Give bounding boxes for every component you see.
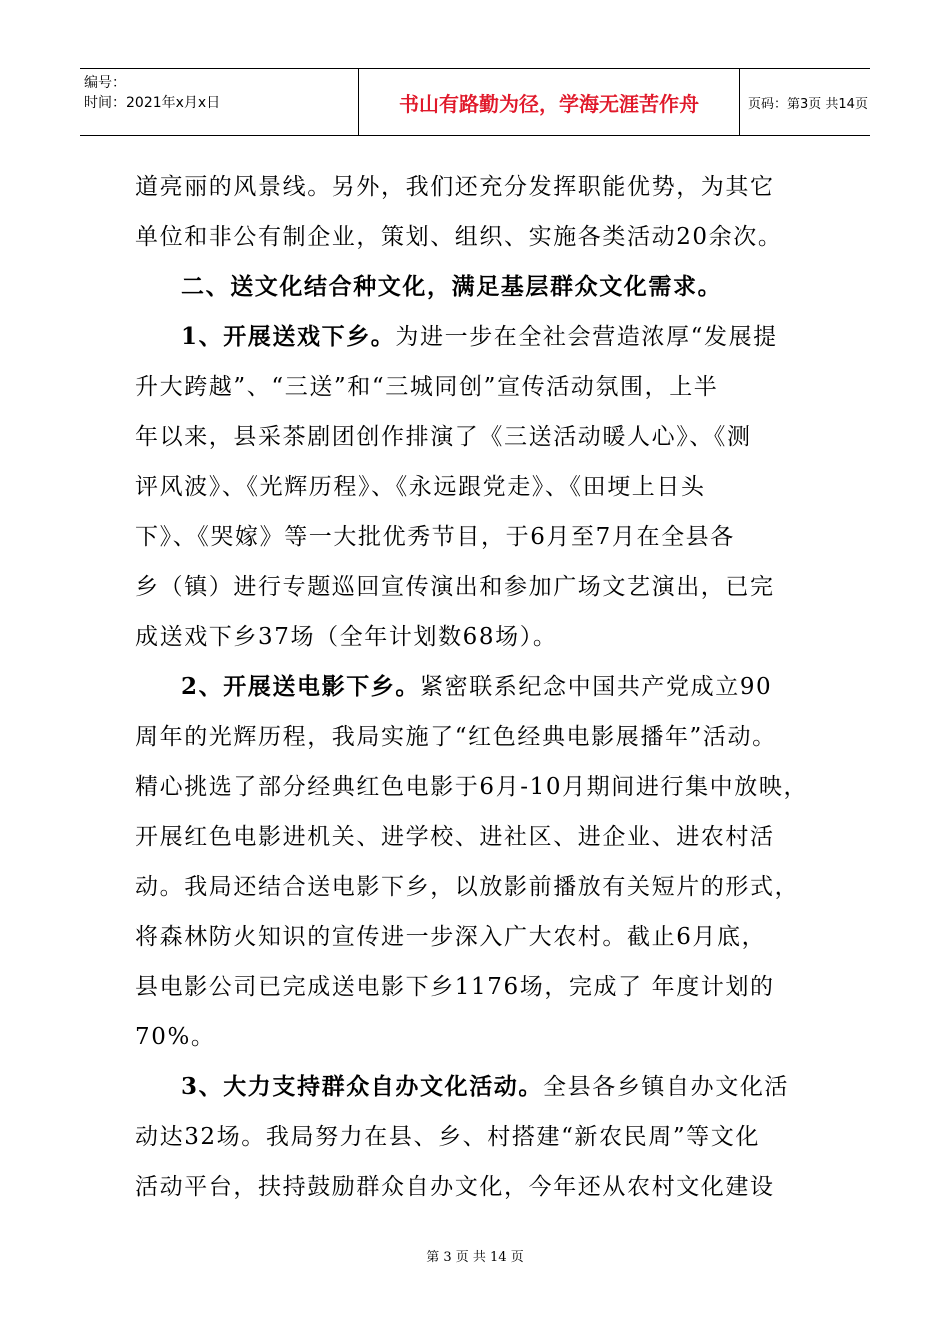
header-page-info: 页码：第3页 共14页 [748,97,868,112]
text-line: 县电影公司已完成送电影下乡1176场，完成了 年度计划的 [135,974,775,1000]
text-line: 下》、《哭嫁》等一大批优秀节目，于6月至7月在全县各 [135,524,735,550]
document-body [135,162,815,1212]
paragraph-heading: 3、大力支持群众自办文化活动。 [181,1073,544,1100]
text-line: 动。我局还结合送电影下乡，以放影前播放有关短片的形式， [135,874,800,900]
text-line: 年以来，县采茶剧团创作排演了《三送活动暖人心》、《测 [135,424,752,450]
text-line: 评风波》、《光辉历程》、《永远跟党走》、《田埂上日头 [135,474,706,500]
document-time-label: 时间：2021年x月x日 [84,95,221,111]
text-line: 开展红色电影进机关、进学校、进社区、进企业、进农村活 [135,824,775,850]
text-line: 70%。 [135,1024,216,1050]
document-number-label: 编号： [84,75,126,91]
text-line: 将森林防火知识的宣传进一步深入广大农村。截止6月底， [135,924,767,950]
paragraph-heading: 1、开展送戏下乡。 [181,323,396,350]
header-meta [84,73,280,113]
paragraph-first-line: 1、开展送戏下乡。为进一步在全社会营造浓厚“发展提 [181,323,778,350]
page-header [80,68,870,136]
text-line: 活动平台，扶持鼓励群众自办文化，今年还从农村文化建设 [135,1174,775,1200]
text-line: 精心挑选了部分经典红色电影于6月-10月期间进行集中放映， [135,774,809,800]
header-motto: 书山有路勤为径，学海无涯苦作舟 [358,69,740,135]
text-line: 道亮丽的风景线。另外，我们还充分发挥职能优势，为其它 [135,174,775,200]
paragraph-first-line: 3、大力支持群众自办文化活动。全县各乡镇自办文化活 [181,1073,790,1100]
text-line: 成送戏下乡37场（全年计划数68场）。 [135,624,558,650]
paragraph-heading: 2、开展送电影下乡。 [181,673,421,700]
page-footer: 第 3 页 共 14 页 [426,1250,524,1265]
paragraph-first-line: 2、开展送电影下乡。紧密联系纪念中国共产党成立90 [181,673,773,700]
text-line: 单位和非公有制企业，策划、组织、实施各类活动20余次。 [135,224,783,250]
text-line: 升大跨越”、“三送”和“三城同创”宣传活动氛围，上半 [135,374,719,400]
text-line: 乡（镇）进行专题巡回宣传演出和参加广场文艺演出，已完 [135,574,775,600]
text-line: 周年的光辉历程，我局实施了“红色经典电影展播年”活动。 [135,724,777,750]
text-line: 动达32场。我局努力在县、乡、村搭建“新农民周”等文化 [135,1124,760,1150]
section-heading: 二、送文化结合种文化，满足基层群众文化需求。 [181,273,723,300]
